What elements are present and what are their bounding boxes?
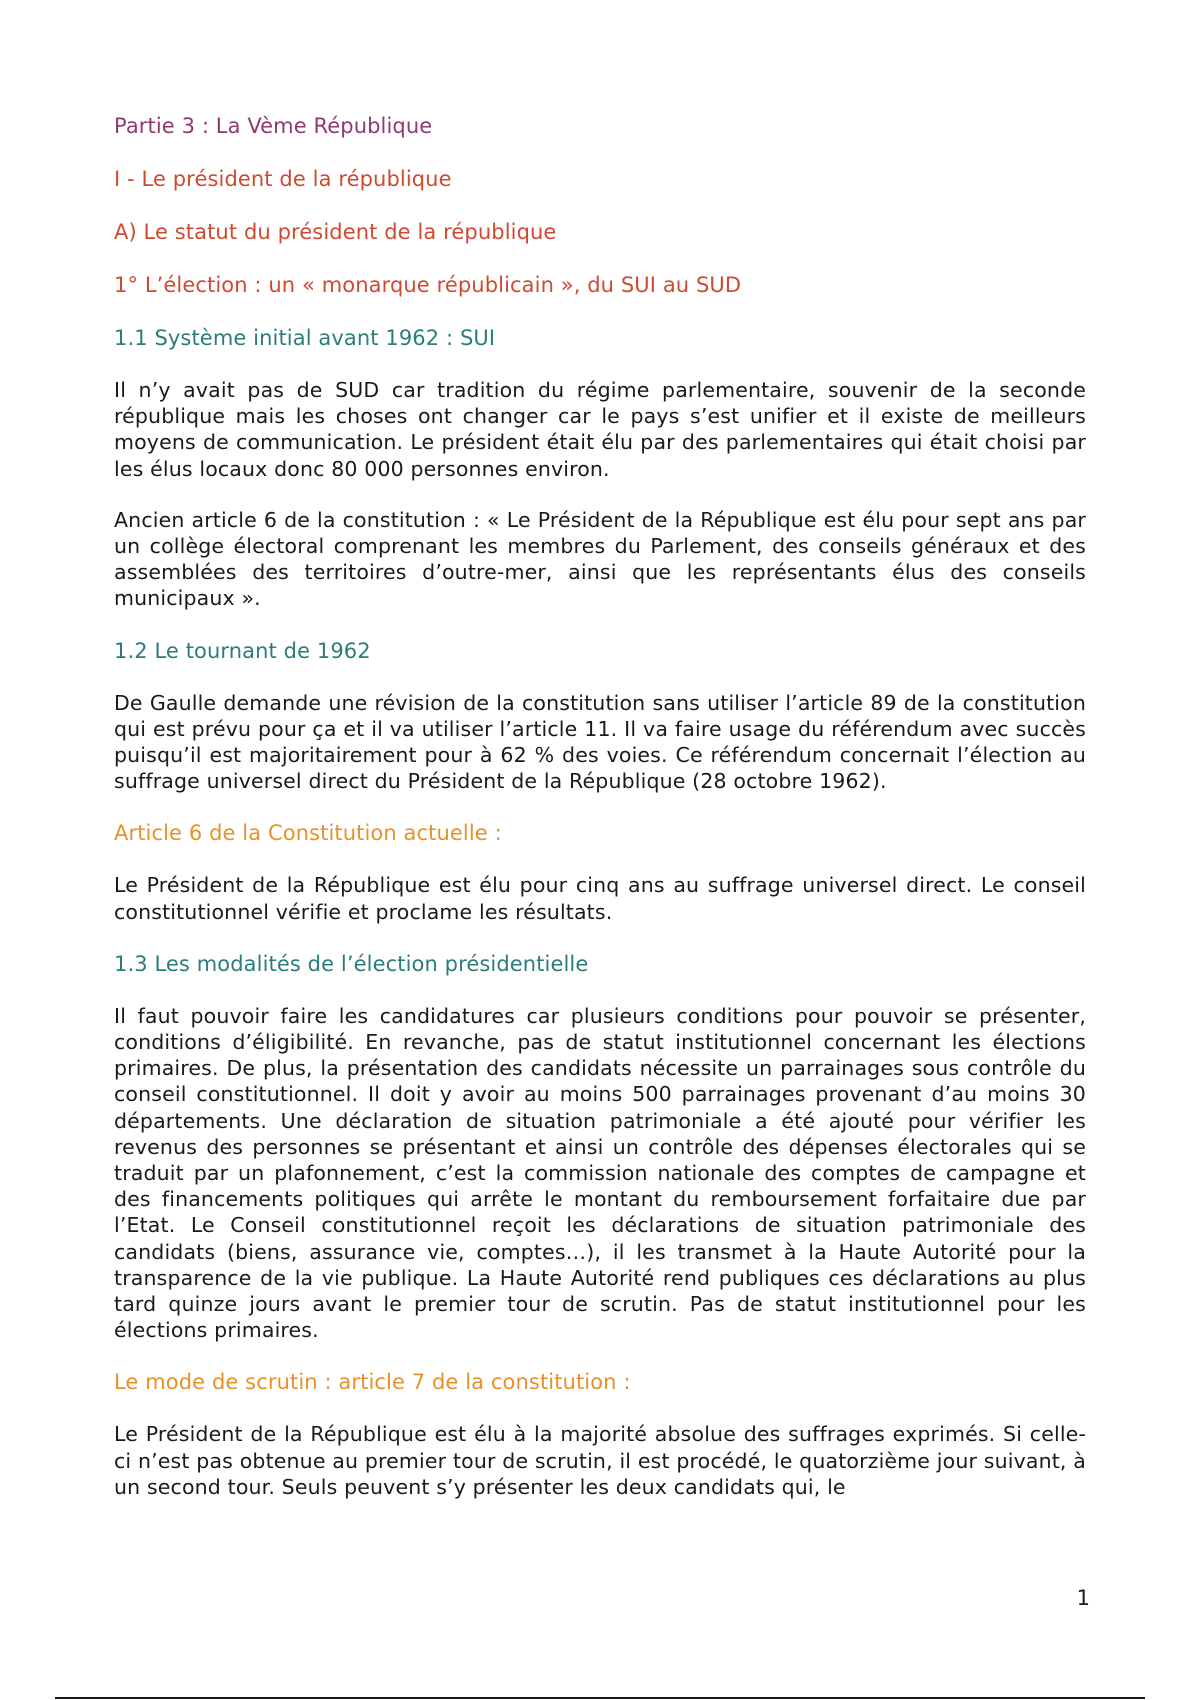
section-title-president: I - Le président de la république	[114, 167, 452, 191]
paragraph-article-6: Le Président de la République est élu pour cinq ans au suffrage universel direct. Le conseil constitutionnel vérifie et proclame les résultats.	[114, 873, 1086, 924]
subsection-title-modalites: 1.3 Les modalités de l’élection présidentielle	[114, 951, 589, 976]
article-7-title: Le mode de scrutin : article 7 de la constitution :	[114, 1370, 631, 1395]
paragraph-ancien-article-6: Ancien article 6 de la constitution : « Le Président de la République est élu pour sept ans par un collège électoral comprenant les membres du Parlement, des conseils généraux et des assemblées des territoires d’outre-mer, ainsi que les représentants élus des conseils municipaux ».	[114, 507, 1086, 611]
paragraph-de-gaulle: De Gaulle demande une révision de la constitution sans utiliser l’article 89 de la constitution qui est prévu pour ça et il va utiliser l’article 11. Il va faire usage du référendum avec succès puisqu’il est majoritairement pour à 62 % des voies. Ce référendum concernait l’élection au suffrage universel direct du Président de la République (28 octobre 1962).	[114, 690, 1086, 794]
paragraph-modalites: Il faut pouvoir faire les candidatures car plusieurs conditions pour pouvoir se présenter, conditions d’éligibilité. En revanche, pas de statut institutionnel concernant les élections primaires. De plus, la présentation des candidats nécessite un parrainages sous contrôle du conseil constitutionnel. Il doit y avoir au moins 500 parrainages provenant d’au moins 30 départements. Une déclaration de situation patrimoniale a été ajouté pour vérifier les revenus des personnes se présentant et ainsi un contrôle des dépenses électorales qui se traduit par un plafonnement, c’est la commission nationale des comptes de campagne et des financements politiques qui arrête le montant du remboursement forfaitaire due par l’Etat. Le Conseil constitutionnel reçoit les déclarations de situation patrimoniale des candidats (biens, assurance vie, comptes…), il les transmet à la Haute Autorité pour la transparence de la vie publique. La Haute Autorité rend publiques ces déclarations au plus tard quinze jours avant le premier tour de scrutin. Pas de statut institutionnel pour les élections primaires.	[114, 1003, 1086, 1343]
subsection-title-systeme-initial: 1.1 Système initial avant 1962 : SUI	[114, 326, 496, 350]
page-number: 1	[1076, 1586, 1090, 1610]
paragraph-sui: Il n’y avait pas de SUD car tradition du régime parlementaire, souvenir de la seconde république mais les choses ont changer car le pays s’est unifier et il existe de meilleurs moyens de communication. Le président était élu par des parlementaires qui était choisi par les élus locaux donc 80 000 personnes environ.	[114, 378, 1086, 481]
document-page	[114, 112, 1086, 1525]
subsection-title-tournant-1962: 1.2 Le tournant de 1962	[114, 638, 371, 663]
footer-divider	[55, 1697, 1145, 1699]
part-title: Partie 3 : La Vème République	[114, 114, 433, 138]
section-title-election: 1° L’élection : un « monarque républicain », du SUI au SUD	[114, 273, 742, 297]
section-title-statut: A) Le statut du président de la république	[114, 220, 557, 244]
article-6-title: Article 6 de la Constitution actuelle :	[114, 821, 502, 846]
paragraph-article-7: Le Président de la République est élu à la majorité absolue des suffrages exprimés. Si celle-ci n’est pas obtenue au premier tour de scrutin, il est procédé, le quatorzième jour suivant, à un second tour. Seuls peuvent s’y présenter les deux candidats qui, le	[114, 1422, 1086, 1499]
